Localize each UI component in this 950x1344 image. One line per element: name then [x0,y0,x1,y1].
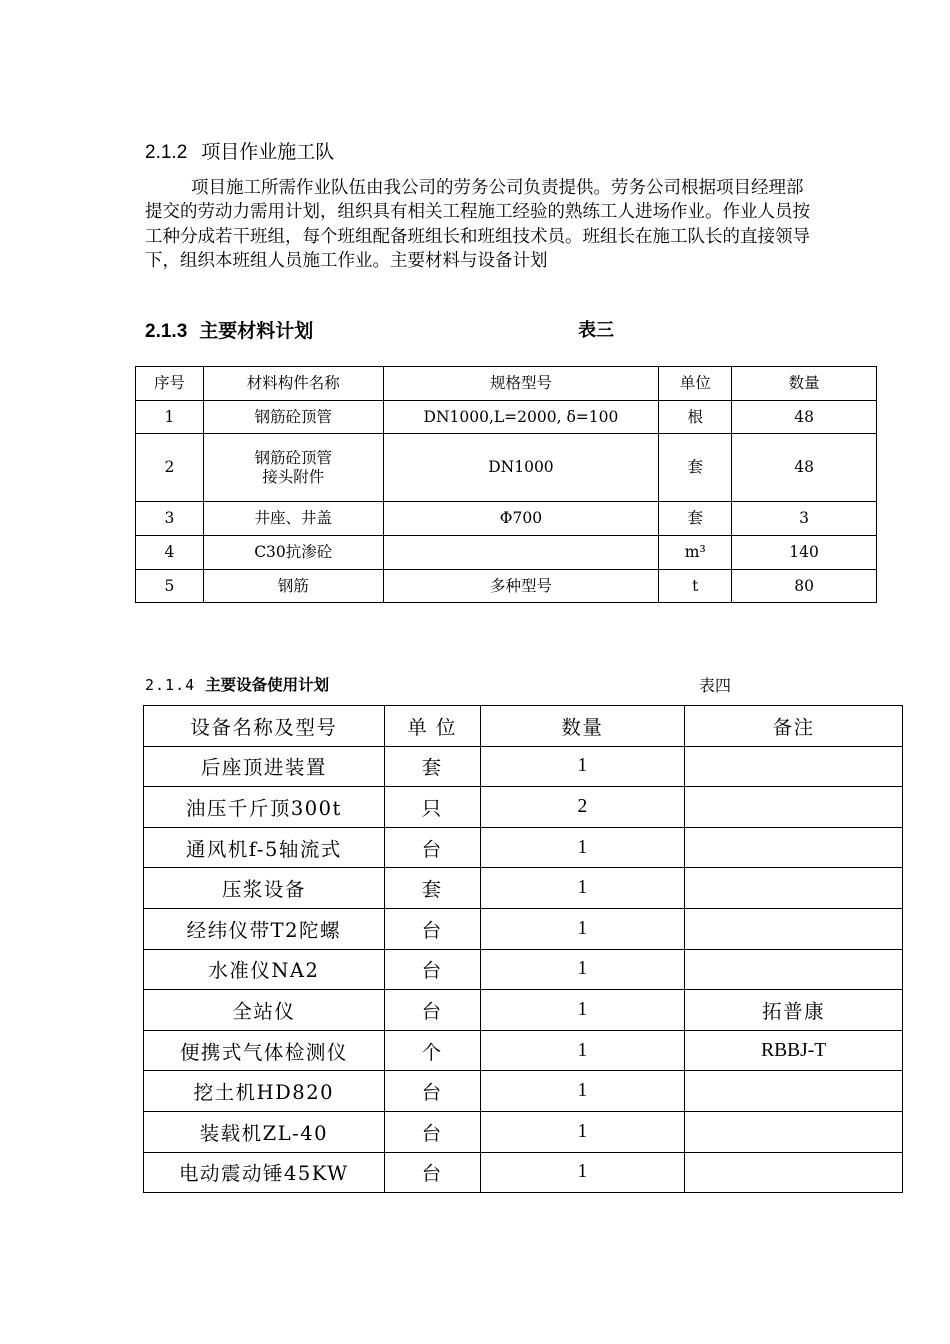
cell-unit: 台 [384,949,480,990]
cell-note [685,787,903,828]
header-cell: 材料构件名称 [203,367,383,401]
cell-unit: 台 [384,827,480,868]
equipment-table [143,705,903,1193]
header-cell: 单位 [659,367,732,401]
cell-unit: 台 [384,1071,480,1112]
table-row [144,949,903,990]
cell-qty: 140 [732,536,877,570]
cell-no: 3 [136,502,204,536]
cell-note [685,1152,903,1193]
cell-note [685,827,903,868]
cell-name: 电动震动锤45KW [144,1152,385,1193]
cell-name: 全站仪 [144,990,385,1031]
cell-name: 钢筋砼顶管 [203,401,383,434]
cell-name: C30抗渗砼 [203,536,383,570]
cell-qty: 2 [480,787,685,828]
cell-note [685,908,903,949]
cell-qty: 1 [480,868,685,909]
cell-no: 2 [136,434,204,502]
table-row [136,434,877,502]
table-row [136,401,877,434]
cell-unit: 套 [384,868,480,909]
cell-name: 通风机f-5轴流式 [144,827,385,868]
table-header-row [136,367,877,401]
header-cell: 备注 [685,706,903,747]
header-cell: 数量 [480,706,685,747]
cell-qty: 1 [480,949,685,990]
cell-note [685,1071,903,1112]
section-heading-2-1-4 [145,673,329,695]
cell-unit: 台 [384,908,480,949]
header-cell: 数量 [732,367,877,401]
cell-qty: 1 [480,1030,685,1071]
cell-unit: t [659,570,732,603]
cell-unit: 套 [659,434,732,502]
header-cell: 单 位 [384,706,480,747]
table-row [136,570,877,603]
cell-name: 后座顶进装置 [144,746,385,787]
cell-name: 装载机ZL-40 [144,1111,385,1152]
cell-qty: 1 [480,1152,685,1193]
cell-name [203,434,383,502]
cell-no: 1 [136,401,204,434]
table-label: 表三 [578,320,614,341]
body-paragraph [145,176,810,274]
cell-unit: 套 [659,502,732,536]
cell-name: 经纬仪带T2陀螺 [144,908,385,949]
cell-qty: 80 [732,570,877,603]
section-title: 主要设备使用计划 [205,676,330,694]
cell-note [685,868,903,909]
cell-name: 挖土机HD820 [144,1071,385,1112]
cell-spec: DN1000 [383,434,659,502]
cell-qty: 1 [480,746,685,787]
cell-unit: 只 [384,787,480,828]
cell-name: 油压千斤顶300t [144,787,385,828]
table-row [144,1071,903,1112]
paragraph-text: 项目施工所需作业队伍由我公司的劳务公司负责提供。劳务公司根据项目经理部提交的劳动力需用计划，组织具有相关工程施工经验的熟练工人进场作业。作业人员按工种分成若干班组，每个班组配备班组长和班组技术员。班组长在施工队长的直接领导下，组织本班组人员施工作业。主要材料与设备计划 [145,178,810,272]
cell-unit: 套 [384,746,480,787]
cell-name: 钢筋 [203,570,383,603]
cell-unit: 根 [659,401,732,434]
table-row [144,908,903,949]
cell-spec: Φ700 [383,502,659,536]
table-row [144,1030,903,1071]
cell-no: 4 [136,536,204,570]
materials-table [135,366,877,603]
cell-spec: 多种型号 [383,570,659,603]
header-cell: 序号 [136,367,204,401]
cell-qty: 48 [732,401,877,434]
section-number: 2.1.3 [145,321,188,342]
cell-qty: 1 [480,908,685,949]
cell-note [685,746,903,787]
section-title: 项目作业施工队 [201,141,335,163]
cell-unit: m³ [659,536,732,570]
cell-name-line: 接头附件 [262,467,325,486]
cell-spec: DN1000,L=2000, δ=100 [383,401,659,434]
table-header-row [144,706,903,747]
cell-name-line: 钢筋砼顶管 [254,448,332,467]
table-row [136,536,877,570]
cell-name: 压浆设备 [144,868,385,909]
cell-no: 5 [136,570,204,603]
cell-unit: 台 [384,990,480,1031]
section-heading-2-1-3 [145,316,313,343]
section-title: 主要材料计划 [199,320,314,342]
table-row [144,787,903,828]
table-row [144,746,903,787]
cell-note: 拓普康 [685,990,903,1031]
cell-qty: 1 [480,1111,685,1152]
cell-name: 便携式气体检测仪 [144,1030,385,1071]
section-number: 2.1.2 [145,142,188,163]
table-row [144,827,903,868]
header-cell: 规格型号 [383,367,659,401]
table-row [144,990,903,1031]
cell-qty: 48 [732,434,877,502]
section-heading-2-1-2 [145,137,334,164]
cell-spec [383,536,659,570]
table-label: 表四 [699,676,732,695]
cell-unit: 台 [384,1111,480,1152]
cell-qty: 1 [480,827,685,868]
cell-note [685,1111,903,1152]
table-row [144,1152,903,1193]
cell-note [685,949,903,990]
table-row [144,868,903,909]
cell-qty: 1 [480,990,685,1031]
header-cell: 设备名称及型号 [144,706,385,747]
cell-name: 水准仪NA2 [144,949,385,990]
section-number: 2.1.4 [145,676,196,694]
cell-qty: 1 [480,1071,685,1112]
cell-unit: 台 [384,1152,480,1193]
cell-unit: 个 [384,1030,480,1071]
cell-note: RBBJ-T [685,1030,903,1071]
cell-qty: 3 [732,502,877,536]
table-row [136,502,877,536]
table-row [144,1111,903,1152]
cell-name: 井座、井盖 [203,502,383,536]
